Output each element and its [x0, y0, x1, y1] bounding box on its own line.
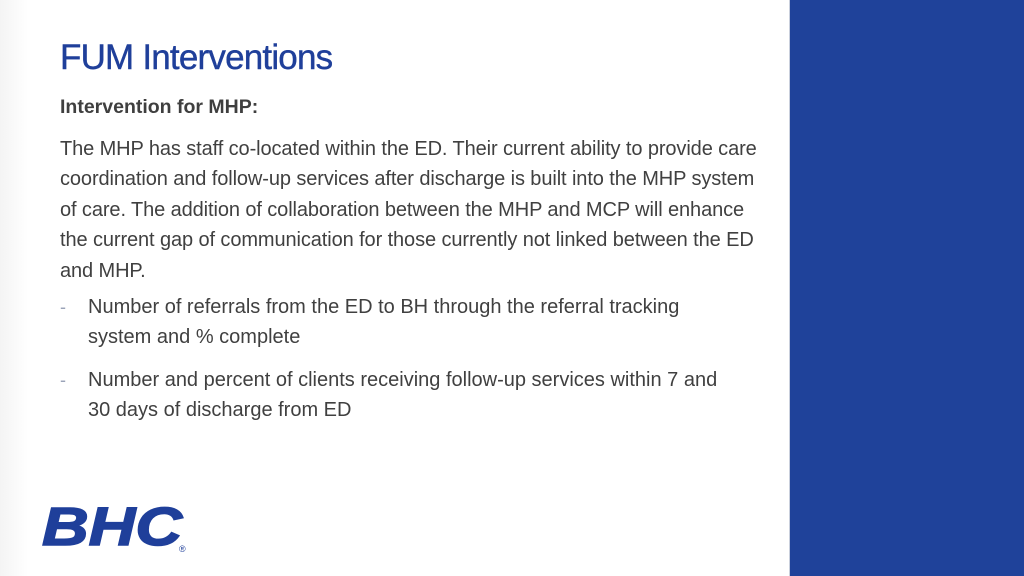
- bullet-text: Number and percent of clients receiving follow-up services within 7 and 30 days of discharge from ED: [88, 368, 718, 422]
- bhc-logo: [40, 499, 192, 555]
- body-paragraph: The MHP has staff co-located within the ED. Their current ability to provide care coordination and follow-up services after discharge is built into the MHP system of care. The addition of collaboration between the MHP and MCP will enhance the current gap of communication for those currently not linked between the ED and MHP.: [60, 138, 757, 282]
- slide-body: [60, 94, 765, 438]
- bullet-item: [60, 365, 728, 426]
- dash-bullet-icon: -: [60, 297, 66, 318]
- subheading: Intervention for MHP:: [60, 96, 259, 118]
- bullet-text: Number of referrals from the ED to BH through the referral tracking system and % complete: [88, 296, 680, 349]
- side-accent-panel: [789, 0, 1024, 576]
- logo-text: BHC: [42, 499, 184, 555]
- bullet-list: [60, 292, 765, 426]
- bullet-item: [60, 292, 728, 353]
- dash-bullet-icon: -: [60, 369, 66, 390]
- slide-title: FUM Interventions: [60, 38, 333, 77]
- registered-mark: ®: [179, 544, 186, 554]
